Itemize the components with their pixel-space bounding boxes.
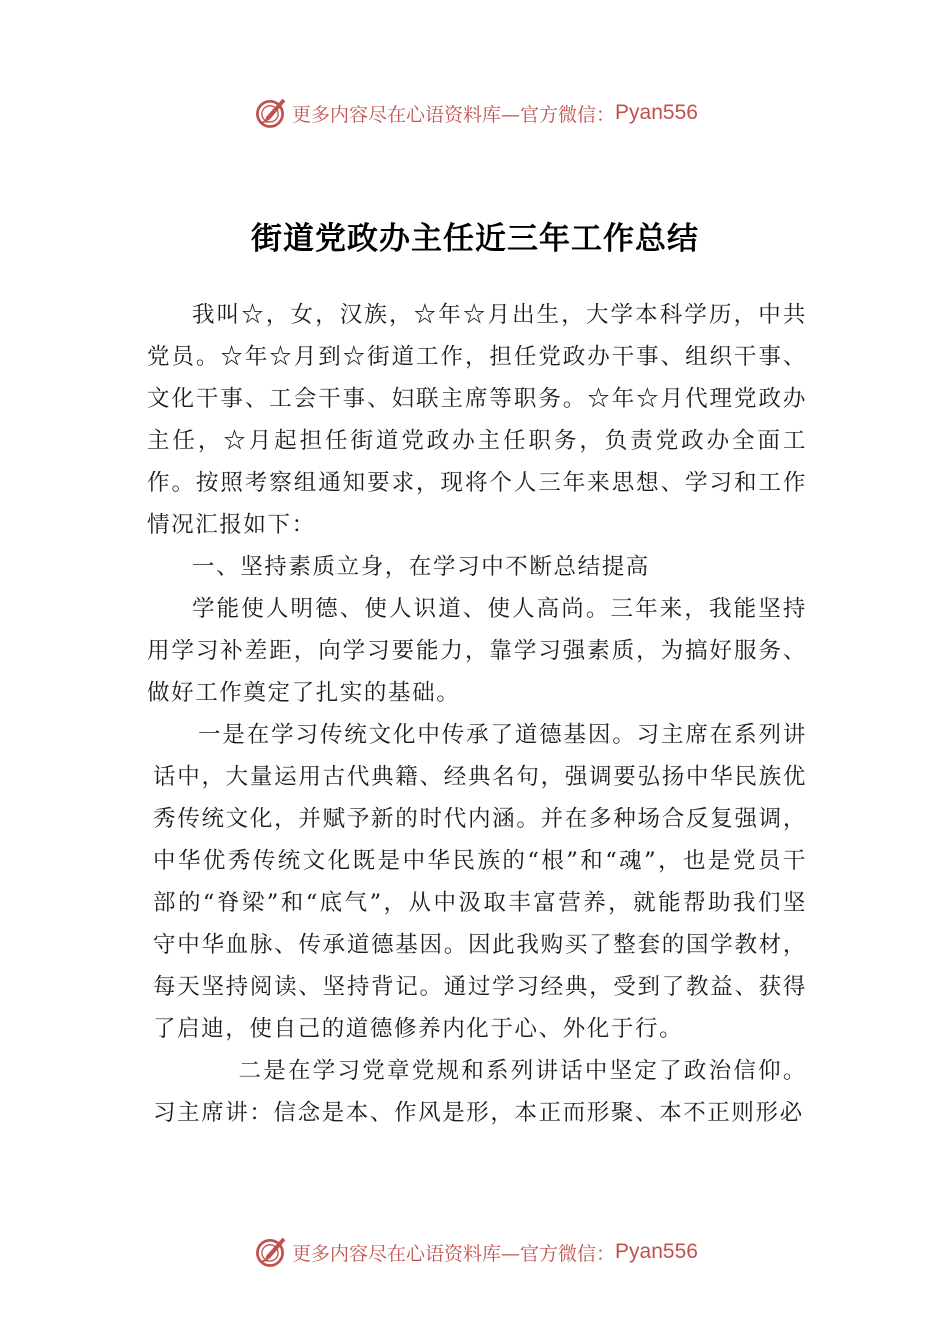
header-banner	[0, 93, 950, 133]
quill-pen-logo-icon	[252, 95, 288, 131]
document-title: 街道党政办主任近三年工作总结	[251, 221, 699, 257]
banner-text: 更多内容尽在心语资料库—官方微信：	[292, 1242, 616, 1265]
footer-banner	[0, 1232, 950, 1272]
document-body	[147, 294, 807, 1134]
paragraph: 一是在学习传统文化中传承了道德基因。习主席在系列讲话中，大量运用古代典籍、经典名句，强调要弘扬中华民族优秀传统文化，并赋予新的时代内涵。并在多种场合反复强调，中华优秀传统文化既是中华民族的“根”和“魂”，也是党员干部的“脊梁”和“底气”，从中汲取丰富营养，就能帮助我们坚守中华血脉、传承道德基因。因此我购买了整套的国学教材，每天坚持阅读、坚持背记。通过学习经典，受到了教益、获得了启迪，使自己的道德修养内化于心、外化于行。	[153, 722, 807, 1042]
section-heading: 一、坚持素质立身，在学习中不断总结提高	[192, 554, 650, 580]
banner-text: 更多内容尽在心语资料库—官方微信：	[292, 103, 616, 126]
paragraph: 学能使人明德、使人识道、使人高尚。三年来，我能坚持用学习补差距，向学习要能力，靠学习强素质，为搞好服务、做好工作奠定了扎实的基础。	[147, 596, 807, 706]
wechat-id: Pyan556	[615, 1240, 698, 1263]
paragraph: 二是在学习党章党规和系列讲话中坚定了政治信仰。习主席讲：信念是本、作风是形，本正而形聚、本不正则形必	[153, 1058, 807, 1126]
wechat-id: Pyan556	[615, 101, 698, 124]
quill-pen-logo-icon	[252, 1234, 288, 1270]
paragraph: 我叫☆，女，汉族，☆年☆月出生，大学本科学历，中共党员。☆年☆月到☆街道工作，担任党政办干事、组织干事、文化干事、工会干事、妇联主席等职务。☆年☆月代理党政办主任，☆月起担任街道党政办主任职务，负责党政办全面工作。按照考察组通知要求，现将个人三年来思想、学习和工作情况汇报如下：	[147, 302, 807, 538]
